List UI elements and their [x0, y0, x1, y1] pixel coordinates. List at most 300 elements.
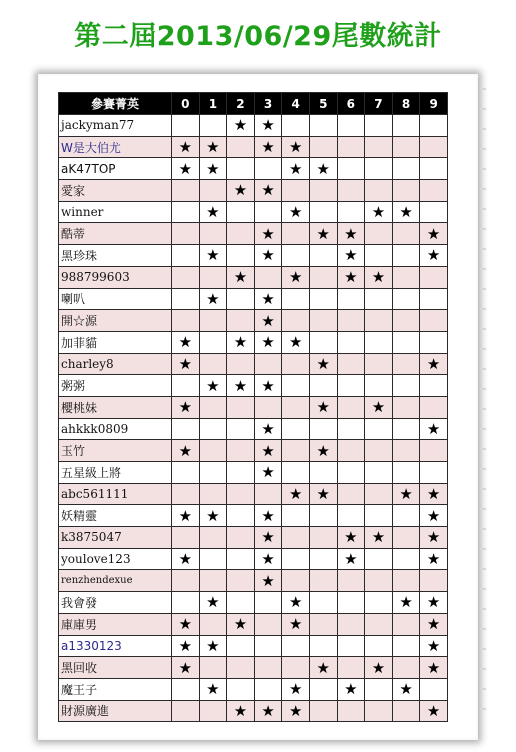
star-icon: ★: [199, 635, 227, 657]
star-icon: ★: [172, 158, 200, 180]
empty-cell: [420, 375, 448, 397]
star-icon: ★: [337, 527, 365, 549]
empty-cell: [309, 678, 337, 700]
name-column-header: 參賽菁英: [59, 93, 172, 115]
table-row: [59, 418, 448, 440]
star-icon: ★: [420, 223, 448, 245]
empty-cell: [172, 700, 200, 722]
empty-cell: [227, 657, 255, 679]
empty-cell: [337, 700, 365, 722]
participant-name: 喇叭: [59, 288, 172, 310]
empty-cell: [420, 331, 448, 353]
star-icon: ★: [282, 136, 310, 158]
star-icon: ★: [254, 570, 282, 592]
star-icon: ★: [420, 548, 448, 570]
empty-cell: [420, 201, 448, 223]
table-row: [59, 483, 448, 505]
empty-cell: [337, 592, 365, 614]
table-row: [59, 310, 448, 332]
empty-cell: [282, 548, 310, 570]
star-icon: ★: [365, 266, 393, 288]
table-row: [59, 527, 448, 549]
empty-cell: [392, 331, 420, 353]
empty-cell: [199, 180, 227, 202]
empty-cell: [199, 115, 227, 137]
empty-cell: [309, 462, 337, 484]
empty-cell: [254, 592, 282, 614]
empty-cell: [199, 331, 227, 353]
table-row: [59, 331, 448, 353]
empty-cell: [227, 505, 255, 527]
empty-cell: [199, 440, 227, 462]
empty-cell: [365, 483, 393, 505]
star-icon: ★: [254, 505, 282, 527]
empty-cell: [365, 570, 393, 592]
empty-cell: [172, 180, 200, 202]
star-icon: ★: [199, 375, 227, 397]
empty-cell: [199, 548, 227, 570]
empty-cell: [337, 288, 365, 310]
empty-cell: [199, 353, 227, 375]
empty-cell: [282, 180, 310, 202]
empty-cell: [392, 440, 420, 462]
empty-cell: [365, 505, 393, 527]
empty-cell: [420, 158, 448, 180]
table-row: [59, 440, 448, 462]
empty-cell: [337, 396, 365, 418]
star-icon: ★: [227, 115, 255, 137]
statistics-table: [58, 92, 448, 722]
empty-cell: [392, 353, 420, 375]
table-row: [59, 201, 448, 223]
star-icon: ★: [172, 657, 200, 679]
star-icon: ★: [254, 180, 282, 202]
empty-cell: [309, 310, 337, 332]
empty-cell: [420, 180, 448, 202]
star-icon: ★: [309, 396, 337, 418]
empty-cell: [172, 288, 200, 310]
participant-name: charley8: [59, 353, 172, 375]
empty-cell: [309, 613, 337, 635]
star-icon: ★: [392, 483, 420, 505]
empty-cell: [254, 266, 282, 288]
empty-cell: [199, 223, 227, 245]
star-icon: ★: [199, 201, 227, 223]
star-icon: ★: [172, 440, 200, 462]
empty-cell: [337, 483, 365, 505]
empty-cell: [309, 570, 337, 592]
empty-cell: [365, 180, 393, 202]
empty-cell: [365, 288, 393, 310]
empty-cell: [227, 288, 255, 310]
empty-cell: [309, 266, 337, 288]
empty-cell: [309, 548, 337, 570]
star-icon: ★: [337, 223, 365, 245]
empty-cell: [309, 592, 337, 614]
star-icon: ★: [172, 635, 200, 657]
participant-name: jackyman77: [59, 115, 172, 137]
star-icon: ★: [337, 678, 365, 700]
star-icon: ★: [227, 180, 255, 202]
star-icon: ★: [392, 201, 420, 223]
digit-header: 1: [199, 93, 227, 115]
star-icon: ★: [227, 613, 255, 635]
star-icon: ★: [227, 375, 255, 397]
star-icon: ★: [199, 158, 227, 180]
empty-cell: [337, 657, 365, 679]
digit-header: 8: [392, 93, 420, 115]
empty-cell: [254, 483, 282, 505]
star-icon: ★: [392, 678, 420, 700]
empty-cell: [254, 613, 282, 635]
star-icon: ★: [254, 288, 282, 310]
empty-cell: [309, 331, 337, 353]
empty-cell: [365, 678, 393, 700]
star-icon: ★: [199, 505, 227, 527]
star-icon: ★: [254, 440, 282, 462]
empty-cell: [282, 375, 310, 397]
empty-cell: [172, 201, 200, 223]
star-icon: ★: [172, 136, 200, 158]
empty-cell: [392, 418, 420, 440]
participant-name: youlove123: [59, 548, 172, 570]
empty-cell: [392, 180, 420, 202]
empty-cell: [199, 418, 227, 440]
empty-cell: [309, 635, 337, 657]
empty-cell: [172, 678, 200, 700]
star-icon: ★: [199, 245, 227, 267]
star-icon: ★: [254, 223, 282, 245]
empty-cell: [282, 570, 310, 592]
empty-cell: [254, 678, 282, 700]
star-icon: ★: [420, 505, 448, 527]
empty-cell: [199, 462, 227, 484]
table-row: [59, 180, 448, 202]
empty-cell: [172, 310, 200, 332]
participant-name: winner: [59, 201, 172, 223]
empty-cell: [392, 136, 420, 158]
empty-cell: [199, 700, 227, 722]
empty-cell: [227, 592, 255, 614]
empty-cell: [172, 570, 200, 592]
star-icon: ★: [199, 678, 227, 700]
star-icon: ★: [309, 158, 337, 180]
star-icon: ★: [282, 331, 310, 353]
table-row: [59, 266, 448, 288]
empty-cell: [199, 310, 227, 332]
empty-cell: [392, 266, 420, 288]
star-icon: ★: [365, 201, 393, 223]
empty-cell: [392, 462, 420, 484]
star-icon: ★: [420, 527, 448, 549]
empty-cell: [392, 115, 420, 137]
empty-cell: [365, 245, 393, 267]
empty-cell: [172, 462, 200, 484]
empty-cell: [309, 700, 337, 722]
empty-cell: [392, 700, 420, 722]
empty-cell: [199, 613, 227, 635]
star-icon: ★: [282, 592, 310, 614]
participant-name: k3875047: [59, 527, 172, 549]
empty-cell: [337, 201, 365, 223]
star-icon: ★: [227, 700, 255, 722]
empty-cell: [282, 440, 310, 462]
empty-cell: [337, 613, 365, 635]
participant-name: 愛家: [59, 180, 172, 202]
empty-cell: [227, 245, 255, 267]
star-icon: ★: [365, 657, 393, 679]
participant-name: 開☆源: [59, 310, 172, 332]
star-icon: ★: [254, 462, 282, 484]
empty-cell: [309, 245, 337, 267]
participant-name: 黑回收: [59, 657, 172, 679]
table-row: [59, 592, 448, 614]
empty-cell: [282, 288, 310, 310]
empty-cell: [365, 700, 393, 722]
empty-cell: [337, 115, 365, 137]
empty-cell: [282, 353, 310, 375]
empty-cell: [172, 245, 200, 267]
empty-cell: [227, 310, 255, 332]
empty-cell: [309, 136, 337, 158]
empty-cell: [365, 223, 393, 245]
header-row: [59, 93, 448, 115]
empty-cell: [199, 527, 227, 549]
star-icon: ★: [282, 700, 310, 722]
empty-cell: [365, 548, 393, 570]
star-icon: ★: [392, 592, 420, 614]
empty-cell: [420, 136, 448, 158]
empty-cell: [227, 353, 255, 375]
empty-cell: [282, 396, 310, 418]
star-icon: ★: [365, 527, 393, 549]
empty-cell: [337, 310, 365, 332]
empty-cell: [227, 396, 255, 418]
star-icon: ★: [282, 483, 310, 505]
star-icon: ★: [420, 483, 448, 505]
empty-cell: [227, 201, 255, 223]
empty-cell: [227, 635, 255, 657]
empty-cell: [392, 548, 420, 570]
participant-name: aK47TOP: [59, 158, 172, 180]
empty-cell: [227, 678, 255, 700]
participant-name: 財源廣進: [59, 700, 172, 722]
empty-cell: [309, 527, 337, 549]
empty-cell: [365, 353, 393, 375]
empty-cell: [420, 678, 448, 700]
empty-cell: [227, 158, 255, 180]
empty-cell: [199, 657, 227, 679]
participant-name: 五星級上將: [59, 462, 172, 484]
star-icon: ★: [254, 527, 282, 549]
empty-cell: [365, 310, 393, 332]
empty-cell: [420, 440, 448, 462]
table-row: [59, 570, 448, 592]
empty-cell: [282, 115, 310, 137]
empty-cell: [282, 527, 310, 549]
empty-cell: [309, 288, 337, 310]
empty-cell: [392, 613, 420, 635]
star-icon: ★: [420, 657, 448, 679]
star-icon: ★: [172, 505, 200, 527]
empty-cell: [254, 353, 282, 375]
empty-cell: [392, 505, 420, 527]
empty-cell: [365, 592, 393, 614]
empty-cell: [392, 635, 420, 657]
empty-cell: [282, 657, 310, 679]
empty-cell: [365, 440, 393, 462]
empty-cell: [337, 505, 365, 527]
table-row: [59, 158, 448, 180]
star-icon: ★: [254, 375, 282, 397]
empty-cell: [199, 266, 227, 288]
empty-cell: [254, 657, 282, 679]
empty-cell: [337, 570, 365, 592]
empty-cell: [420, 115, 448, 137]
empty-cell: [227, 223, 255, 245]
empty-cell: [392, 158, 420, 180]
empty-cell: [392, 223, 420, 245]
participant-name: 魔王子: [59, 678, 172, 700]
empty-cell: [337, 440, 365, 462]
empty-cell: [337, 136, 365, 158]
star-icon: ★: [420, 245, 448, 267]
empty-cell: [365, 158, 393, 180]
table-row: [59, 288, 448, 310]
star-icon: ★: [172, 613, 200, 635]
empty-cell: [309, 180, 337, 202]
star-icon: ★: [309, 353, 337, 375]
star-icon: ★: [227, 266, 255, 288]
star-icon: ★: [254, 310, 282, 332]
table-row: [59, 136, 448, 158]
star-icon: ★: [420, 613, 448, 635]
star-icon: ★: [282, 266, 310, 288]
empty-cell: [199, 570, 227, 592]
star-icon: ★: [199, 136, 227, 158]
empty-cell: [337, 635, 365, 657]
star-icon: ★: [420, 635, 448, 657]
star-icon: ★: [254, 418, 282, 440]
participant-name: 988799603: [59, 266, 172, 288]
empty-cell: [337, 158, 365, 180]
table-row: [59, 635, 448, 657]
empty-cell: [420, 396, 448, 418]
empty-cell: [227, 440, 255, 462]
empty-cell: [172, 266, 200, 288]
empty-cell: [420, 288, 448, 310]
star-icon: ★: [254, 700, 282, 722]
empty-cell: [282, 418, 310, 440]
empty-cell: [337, 331, 365, 353]
empty-cell: [365, 331, 393, 353]
table-row: [59, 245, 448, 267]
table-row: [59, 548, 448, 570]
empty-cell: [172, 418, 200, 440]
empty-cell: [282, 505, 310, 527]
star-icon: ★: [309, 440, 337, 462]
star-icon: ★: [199, 592, 227, 614]
empty-cell: [337, 180, 365, 202]
star-icon: ★: [172, 353, 200, 375]
participant-name: a1330123: [59, 635, 172, 657]
digit-header: 0: [172, 93, 200, 115]
empty-cell: [392, 527, 420, 549]
empty-cell: [172, 115, 200, 137]
empty-cell: [172, 592, 200, 614]
table-row: [59, 613, 448, 635]
participant-name: 玉竹: [59, 440, 172, 462]
empty-cell: [420, 310, 448, 332]
empty-cell: [392, 375, 420, 397]
empty-cell: [172, 375, 200, 397]
table-row: [59, 223, 448, 245]
empty-cell: [365, 418, 393, 440]
star-icon: ★: [365, 396, 393, 418]
empty-cell: [337, 375, 365, 397]
digit-header: 6: [337, 93, 365, 115]
empty-cell: [172, 483, 200, 505]
empty-cell: [365, 613, 393, 635]
empty-cell: [392, 396, 420, 418]
empty-cell: [254, 396, 282, 418]
star-icon: ★: [420, 700, 448, 722]
star-icon: ★: [172, 331, 200, 353]
star-icon: ★: [254, 548, 282, 570]
empty-cell: [365, 136, 393, 158]
empty-cell: [337, 418, 365, 440]
empty-cell: [199, 396, 227, 418]
digit-header: 7: [365, 93, 393, 115]
empty-cell: [227, 527, 255, 549]
empty-cell: [309, 505, 337, 527]
empty-cell: [309, 375, 337, 397]
empty-cell: [392, 570, 420, 592]
empty-cell: [392, 310, 420, 332]
frame-edge-decoration: [480, 88, 486, 728]
participant-name: 櫻桃妹: [59, 396, 172, 418]
star-icon: ★: [172, 548, 200, 570]
empty-cell: [227, 548, 255, 570]
empty-cell: [282, 223, 310, 245]
empty-cell: [365, 375, 393, 397]
digit-header: 2: [227, 93, 255, 115]
table-row: [59, 678, 448, 700]
table-row: [59, 375, 448, 397]
star-icon: ★: [420, 592, 448, 614]
star-icon: ★: [282, 678, 310, 700]
participant-name: 妖精靈: [59, 505, 172, 527]
star-icon: ★: [282, 613, 310, 635]
empty-cell: [420, 462, 448, 484]
table-body: [59, 115, 448, 722]
empty-cell: [227, 570, 255, 592]
empty-cell: [309, 201, 337, 223]
star-icon: ★: [282, 158, 310, 180]
table-row: [59, 462, 448, 484]
star-icon: ★: [309, 223, 337, 245]
table-row: [59, 505, 448, 527]
participant-name: 我會發: [59, 592, 172, 614]
empty-cell: [392, 657, 420, 679]
star-icon: ★: [420, 353, 448, 375]
star-icon: ★: [337, 266, 365, 288]
table-row: [59, 115, 448, 137]
participant-name: renzhendexue: [59, 570, 172, 592]
star-icon: ★: [254, 245, 282, 267]
page-title: 第二屆2013/06/29尾數統計: [74, 21, 442, 52]
table-row: [59, 353, 448, 375]
